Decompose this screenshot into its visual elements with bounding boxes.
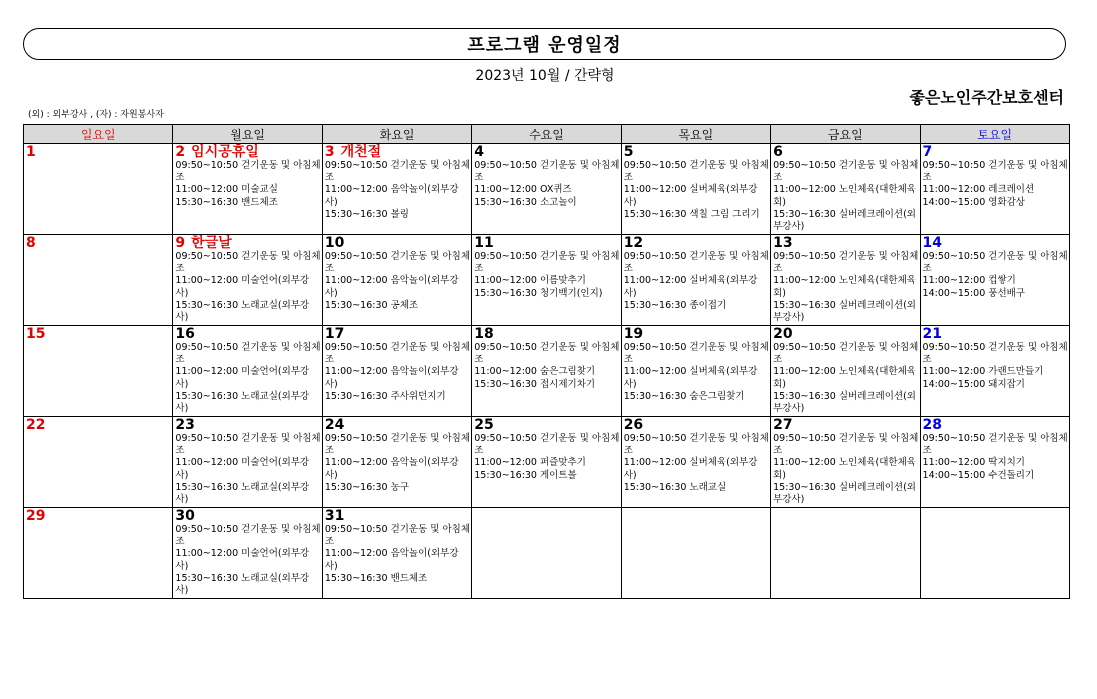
- day-cell: [24, 508, 173, 599]
- day-number: 1: [26, 144, 36, 160]
- activity-item: 15:30~16:30 노래교실(외부강사): [175, 481, 310, 506]
- activity-list: [773, 433, 919, 506]
- activity-item: 15:30~16:30 농구: [324, 481, 409, 493]
- weekday-header: 목요일: [621, 125, 770, 144]
- activity-item: 11:00~12:00 음악놀이(외부강사): [324, 548, 459, 572]
- day-cell: [920, 326, 1069, 417]
- activity-item: 11:00~12:00 미술언어(외부강사): [175, 548, 310, 572]
- day-cell: [173, 326, 322, 417]
- day-cell: [24, 144, 173, 235]
- day-cell: [621, 144, 770, 235]
- activity-item: 11:00~12:00 실버체육(외부강사): [623, 275, 758, 299]
- activity-list: [175, 251, 321, 324]
- activity-list: [923, 342, 1069, 391]
- activity-item: 15:30~16:30 밴드체조: [175, 196, 278, 208]
- day-cell: [771, 235, 920, 326]
- day-cell: [472, 508, 621, 599]
- day-cell: [472, 235, 621, 326]
- activity-item: 09:50~10:50 걷기운동 및 아침체조: [623, 160, 769, 184]
- activity-item: 15:30~16:30 게이트볼: [474, 469, 577, 481]
- activity-item: 15:30~16:30 실버레크레이션(외부강사): [773, 299, 916, 324]
- activity-list: [773, 342, 919, 415]
- holiday-name: 임시공휴일: [191, 144, 259, 160]
- activity-item: 15:30~16:30 노래교실(외부강사): [175, 572, 310, 597]
- weekday-header: 일요일: [24, 125, 173, 144]
- activity-list: [923, 251, 1069, 300]
- day-cell: [472, 417, 621, 508]
- day-header: [773, 236, 919, 251]
- activity-list: [624, 251, 770, 312]
- activity-list: [325, 342, 471, 403]
- activity-list: [773, 251, 919, 324]
- activity-list: [773, 160, 919, 233]
- activity-item: 15:30~16:30 접시제기차기: [474, 378, 596, 390]
- day-number: 6: [773, 144, 783, 160]
- activity-item: 11:00~12:00 퍼즐맞추기: [474, 457, 586, 469]
- activity-item: 15:30~16:30 볼링: [324, 208, 409, 220]
- day-number: 16: [175, 326, 195, 342]
- day-header: [175, 509, 321, 524]
- activity-item: 09:50~10:50 걷기운동 및 아침체조: [474, 433, 620, 457]
- activity-item: 11:00~12:00 이름맞추기: [474, 275, 586, 287]
- weekday-header: 금요일: [771, 125, 920, 144]
- day-cell: [771, 144, 920, 235]
- activity-item: 11:00~12:00 OX퀴즈: [474, 184, 572, 196]
- page-title: 프로그램 운영일정: [467, 35, 622, 56]
- day-header: [624, 327, 770, 342]
- activity-list: [325, 524, 471, 585]
- day-cell: [621, 417, 770, 508]
- day-cell: [472, 326, 621, 417]
- activity-item: 15:30~16:30 숨은그림찾기: [623, 390, 745, 402]
- day-cell: [322, 417, 471, 508]
- day-header: [624, 145, 770, 160]
- day-header: [26, 236, 172, 251]
- activity-item: 09:50~10:50 걷기운동 및 아침체조: [324, 524, 471, 548]
- activity-item: 09:50~10:50 걷기운동 및 아침체조: [773, 251, 919, 275]
- day-cell: [24, 235, 173, 326]
- day-cell: [173, 508, 322, 599]
- activity-list: [474, 251, 620, 300]
- day-number: 18: [474, 326, 494, 342]
- activity-item: 09:50~10:50 걷기운동 및 아침체조: [773, 342, 919, 366]
- day-header: [325, 145, 471, 160]
- activity-list: [624, 433, 770, 494]
- day-header: [474, 418, 620, 433]
- day-number: 28: [922, 417, 943, 433]
- activity-list: [175, 433, 321, 506]
- activity-list: [175, 342, 321, 415]
- activity-list: [325, 433, 471, 494]
- activity-item: 09:50~10:50 걷기운동 및 아침체조: [922, 433, 1068, 457]
- activity-item: 15:30~16:30 노래교실: [623, 481, 727, 493]
- holiday-name: 개천절: [340, 144, 382, 160]
- activity-item: 09:50~10:50 걷기운동 및 아침체조: [474, 342, 620, 366]
- day-number: 25: [474, 417, 494, 433]
- day-number: 9: [175, 235, 186, 251]
- activity-item: 09:50~10:50 걷기운동 및 아침체조: [175, 342, 321, 366]
- activity-list: [474, 433, 620, 482]
- activity-item: 11:00~12:00 미술언어(외부강사): [175, 366, 310, 390]
- activity-item: 09:50~10:50 걷기운동 및 아침체조: [175, 433, 321, 457]
- activity-list: [624, 342, 770, 403]
- activity-item: 09:50~10:50 걷기운동 및 아침체조: [175, 251, 321, 275]
- activity-item: 09:50~10:50 걷기운동 및 아침체조: [922, 342, 1068, 366]
- day-number: 19: [623, 326, 644, 342]
- activity-item: 09:50~10:50 걷기운동 및 아침체조: [175, 524, 321, 548]
- activity-item: 09:50~10:50 걷기운동 및 아침체조: [623, 342, 769, 366]
- day-cell: [771, 326, 920, 417]
- activity-item: 09:50~10:50 걷기운동 및 아침체조: [922, 251, 1068, 275]
- activity-item: 09:50~10:50 걷기운동 및 아침체조: [773, 160, 919, 184]
- activity-item: 11:00~12:00 음악놀이(외부강사): [324, 366, 459, 390]
- day-number: 8: [26, 235, 36, 251]
- day-cell: [920, 417, 1069, 508]
- day-number: 21: [922, 326, 943, 342]
- activity-item: 11:00~12:00 실버체육(외부강사): [623, 457, 758, 481]
- holiday-name: 한글날: [191, 235, 232, 251]
- activity-item: 15:30~16:30 실버레크레이션(외부강사): [773, 208, 916, 233]
- activity-item: 11:00~12:00 컵쌓기: [922, 275, 1016, 287]
- page-title-box: [23, 28, 1066, 60]
- day-cell: [920, 508, 1069, 599]
- activity-item: 14:00~15:00 풍선배구: [922, 287, 1025, 299]
- activity-item: 14:00~15:00 수건돌리기: [922, 469, 1035, 481]
- day-header: [325, 236, 471, 251]
- day-header: [474, 236, 620, 251]
- activity-item: 15:30~16:30 노래교실(외부강사): [175, 390, 310, 415]
- day-cell: [173, 144, 322, 235]
- day-header: [175, 145, 321, 160]
- activity-list: [624, 160, 770, 221]
- day-number: 23: [175, 417, 195, 433]
- activity-item: 11:00~12:00 가랜드만들기: [922, 366, 1044, 378]
- day-number: 14: [922, 235, 943, 251]
- day-cell: [771, 508, 920, 599]
- activity-item: 11:00~12:00 딱지치기: [922, 457, 1025, 469]
- day-header: [923, 236, 1069, 251]
- activity-item: 09:50~10:50 걷기운동 및 아침체조: [474, 251, 620, 275]
- day-header: [175, 418, 321, 433]
- day-number: 26: [623, 417, 644, 433]
- week-row: [24, 235, 1070, 326]
- day-number: 3: [324, 144, 335, 160]
- activity-item: 09:50~10:50 걷기운동 및 아침체조: [324, 433, 471, 457]
- activity-item: 11:00~12:00 실버체육(외부강사): [623, 184, 758, 208]
- day-cell: [920, 235, 1069, 326]
- activity-item: 15:30~16:30 주사위던지기: [324, 390, 446, 402]
- day-cell: [322, 508, 471, 599]
- day-number: 31: [324, 508, 345, 524]
- activity-item: 11:00~12:00 미술언어(외부강사): [175, 457, 310, 481]
- activity-item: 11:00~12:00 레크레이션: [922, 184, 1035, 196]
- week-row: [24, 326, 1070, 417]
- day-number: 22: [26, 417, 46, 433]
- activity-item: 09:50~10:50 걷기운동 및 아침체조: [773, 433, 919, 457]
- day-number: 17: [324, 326, 345, 342]
- day-header: [325, 327, 471, 342]
- weekday-header: 화요일: [322, 125, 471, 144]
- day-header: [26, 145, 172, 160]
- day-header: [325, 418, 471, 433]
- activity-item: 09:50~10:50 걷기운동 및 아침체조: [922, 160, 1068, 184]
- activity-item: 09:50~10:50 걷기운동 및 아침체조: [324, 251, 471, 275]
- day-number: 24: [324, 417, 345, 433]
- day-header: [325, 509, 471, 524]
- activity-list: [175, 160, 321, 209]
- day-header: [773, 327, 919, 342]
- activity-item: 15:30~16:30 실버레크레이션(외부강사): [773, 390, 916, 415]
- week-row: [24, 508, 1070, 599]
- activity-item: 11:00~12:00 미술언어(외부강사): [175, 275, 310, 299]
- activity-item: 15:30~16:30 밴드체조: [324, 572, 428, 584]
- week-row: [24, 417, 1070, 508]
- activity-item: 14:00~15:00 돼지잡기: [922, 378, 1025, 390]
- activity-item: 11:00~12:00 음악놀이(외부강사): [324, 184, 459, 208]
- day-cell: [173, 417, 322, 508]
- day-header: [923, 327, 1069, 342]
- activity-list: [474, 342, 620, 391]
- day-cell: [920, 144, 1069, 235]
- activity-list: [325, 251, 471, 312]
- activity-list: [474, 160, 620, 209]
- day-number: 4: [474, 144, 485, 160]
- day-header: [773, 145, 919, 160]
- day-header: [175, 236, 321, 251]
- activity-item: 11:00~12:00 실버체육(외부강사): [623, 366, 758, 390]
- activity-item: 15:30~16:30 청기백기(인지): [474, 287, 603, 299]
- day-header: [474, 145, 620, 160]
- activity-item: 11:00~12:00 음악놀이(외부강사): [324, 275, 459, 299]
- weekday-header-row: [24, 125, 1070, 144]
- activity-item: 14:00~15:00 영화감상: [922, 196, 1025, 208]
- activity-item: 11:00~12:00 노인체육(대한체육회): [773, 184, 916, 208]
- day-cell: [771, 417, 920, 508]
- page-subtitle: 2023년 10월 / 간략형: [475, 68, 615, 84]
- day-number: 10: [324, 235, 345, 251]
- day-header: [624, 236, 770, 251]
- day-header: [624, 418, 770, 433]
- day-number: 7: [922, 144, 933, 160]
- activity-list: [923, 160, 1069, 209]
- weekday-header: 월요일: [173, 125, 322, 144]
- day-header: [26, 418, 172, 433]
- day-header: [773, 418, 919, 433]
- center-name: 좋은노인주간보호센터: [909, 88, 1064, 107]
- legend-note: (외) : 외부강사 , (자) : 자원봉사자: [28, 110, 164, 120]
- day-number: 27: [773, 417, 793, 433]
- activity-item: 11:00~12:00 노인체육(대한체육회): [773, 275, 916, 299]
- day-header: [923, 145, 1069, 160]
- day-number: 29: [26, 508, 46, 524]
- activity-list: [175, 524, 321, 597]
- day-number: 13: [773, 235, 793, 251]
- day-number: 20: [773, 326, 793, 342]
- activity-item: 15:30~16:30 소고놀이: [474, 196, 577, 208]
- day-number: 12: [623, 235, 644, 251]
- activity-item: 11:00~12:00 노인체육(대한체육회): [773, 457, 916, 481]
- day-number: 5: [623, 144, 634, 160]
- day-cell: [472, 144, 621, 235]
- day-cell: [173, 235, 322, 326]
- day-cell: [621, 235, 770, 326]
- activity-item: 11:00~12:00 미술교실: [175, 184, 278, 196]
- day-header: [923, 418, 1069, 433]
- day-number: 30: [175, 508, 195, 524]
- day-cell: [322, 235, 471, 326]
- activity-item: 09:50~10:50 걷기운동 및 아침체조: [623, 251, 769, 275]
- day-cell: [621, 508, 770, 599]
- activity-item: 09:50~10:50 걷기운동 및 아침체조: [324, 342, 471, 366]
- activity-item: 09:50~10:50 걷기운동 및 아침체조: [474, 160, 620, 184]
- day-header: [175, 327, 321, 342]
- activity-item: 15:30~16:30 색칠 그림 그리기: [623, 208, 760, 220]
- day-cell: [24, 326, 173, 417]
- day-cell: [322, 144, 471, 235]
- activity-item: 11:00~12:00 노인체육(대한체육회): [773, 366, 916, 390]
- activity-item: 15:30~16:30 종이접기: [623, 299, 727, 311]
- day-header: [474, 327, 620, 342]
- activity-list: [325, 160, 471, 221]
- activity-item: 11:00~12:00 숨은그림찾기: [474, 366, 596, 378]
- day-number: 11: [474, 235, 494, 251]
- activity-item: 09:50~10:50 걷기운동 및 아침체조: [623, 433, 769, 457]
- day-header: [26, 509, 172, 524]
- day-cell: [322, 326, 471, 417]
- day-number: 15: [26, 326, 46, 342]
- activity-item: 15:30~16:30 노래교실(외부강사): [175, 299, 310, 324]
- week-row: [24, 144, 1070, 235]
- activity-item: 11:00~12:00 음악놀이(외부강사): [324, 457, 459, 481]
- activity-list: [923, 433, 1069, 482]
- day-header: [26, 327, 172, 342]
- calendar-table: [23, 124, 1070, 599]
- weekday-header: 토요일: [920, 125, 1069, 144]
- activity-item: 15:30~16:30 공체조: [324, 299, 419, 311]
- activity-item: 15:30~16:30 실버레크레이션(외부강사): [773, 481, 916, 506]
- activity-item: 09:50~10:50 걷기운동 및 아침체조: [175, 160, 321, 184]
- day-cell: [621, 326, 770, 417]
- day-cell: [24, 417, 173, 508]
- weekday-header: 수요일: [472, 125, 621, 144]
- activity-item: 09:50~10:50 걷기운동 및 아침체조: [324, 160, 471, 184]
- day-number: 2: [175, 144, 186, 160]
